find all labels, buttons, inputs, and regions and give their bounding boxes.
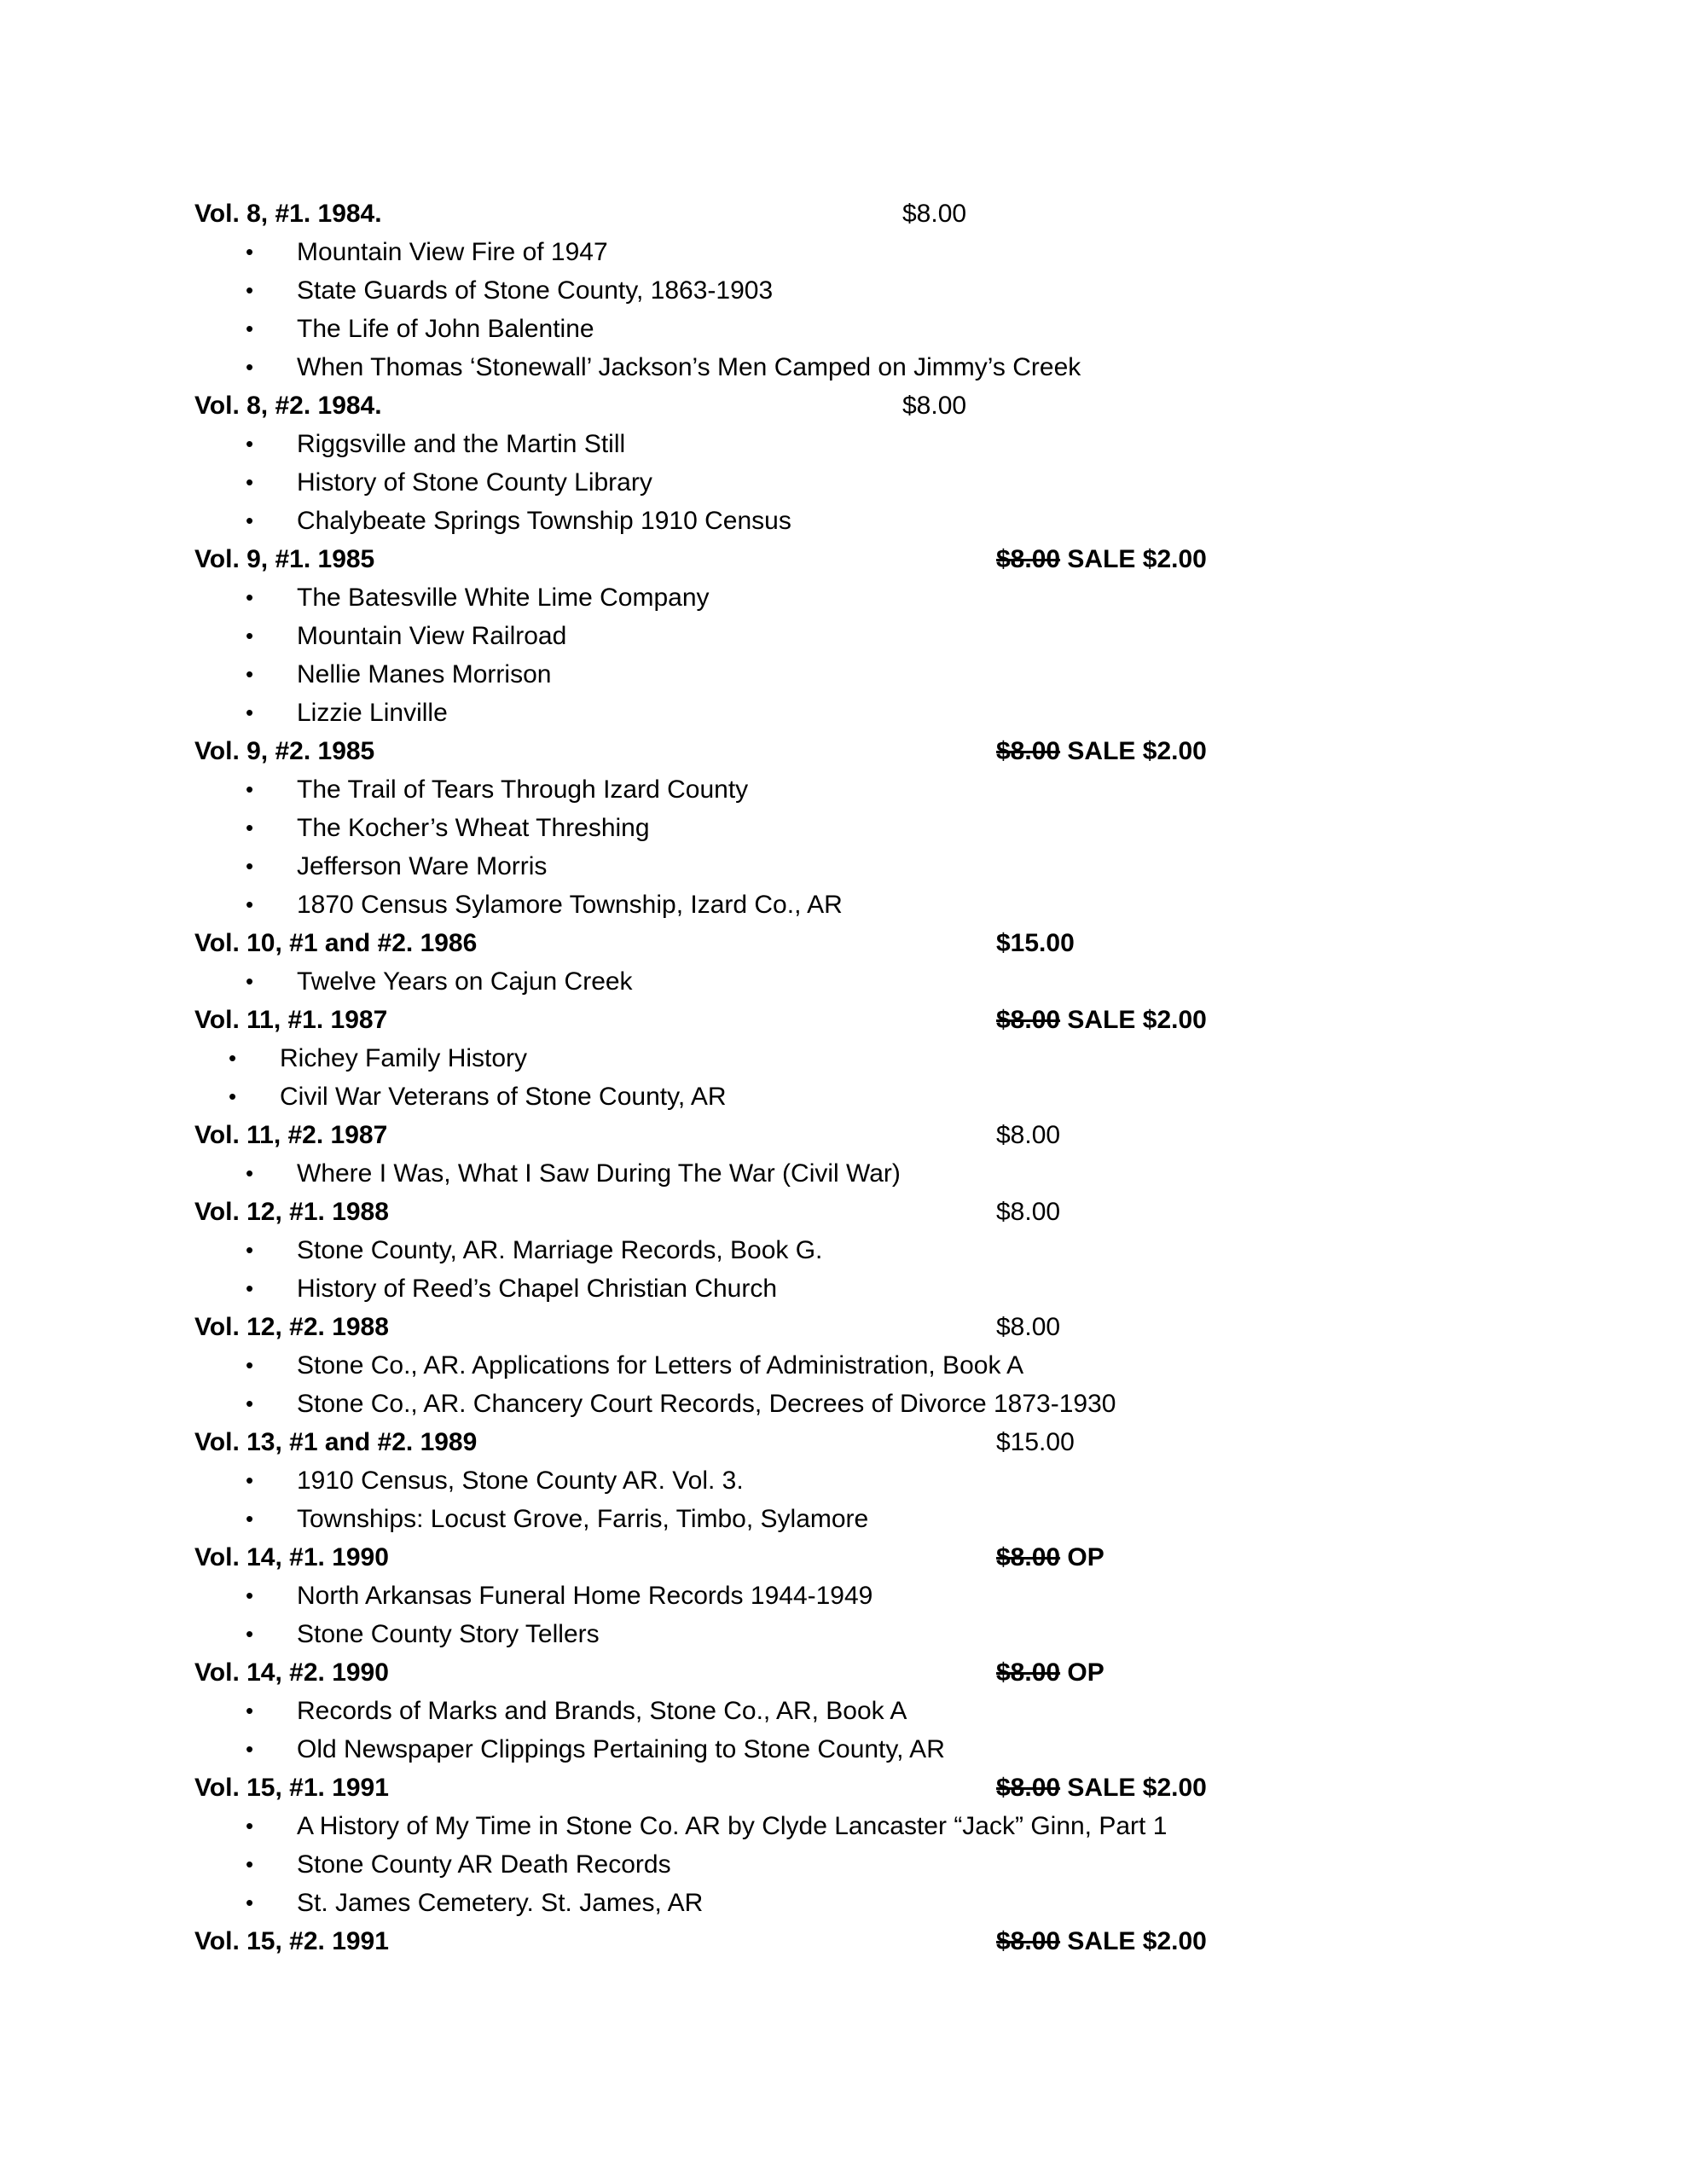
entry-price — [996, 924, 1075, 962]
entry-price — [996, 1769, 1207, 1807]
entry-price — [996, 1922, 1207, 1960]
list-item: • Chalybeate Springs Township 1910 Census — [194, 502, 1388, 540]
catalog-entry — [194, 924, 1388, 1001]
catalog-entry — [194, 195, 1388, 386]
price-amount: $8.00 — [996, 1927, 1061, 1955]
entry-title: Vol. 15, #1. 1991 — [194, 1774, 389, 1802]
entry-price — [902, 386, 966, 425]
entry-price — [902, 195, 966, 233]
list-item: • Mountain View Railroad — [194, 617, 1388, 655]
entry-title: Vol. 14, #2. 1990 — [194, 1658, 389, 1687]
list-item: • Stone County, AR. Marriage Records, Book G. — [194, 1231, 1388, 1269]
entry-header — [194, 1423, 1388, 1461]
price-amount: $8.00 — [996, 1006, 1061, 1034]
entry-header — [194, 195, 1388, 233]
list-item: • A History of My Time in Stone Co. AR by Clyde Lancaster “Jack” Ginn, Part 1 — [194, 1807, 1388, 1845]
list-item: • Stone County Story Tellers — [194, 1615, 1388, 1653]
price-note: SALE $2.00 — [1067, 545, 1207, 573]
entry-title: Vol. 13, #1 and #2. 1989 — [194, 1428, 478, 1456]
list-item: • Jefferson Ware Morris — [194, 847, 1388, 886]
entry-article-list — [194, 1231, 1388, 1308]
entry-title: Vol. 10, #1 and #2. 1986 — [194, 929, 478, 957]
price-amount: $8.00 — [996, 737, 1061, 765]
entry-article-list — [194, 1154, 1388, 1193]
entry-header — [194, 732, 1388, 770]
entry-title: Vol. 14, #1. 1990 — [194, 1543, 389, 1571]
entry-header — [194, 1308, 1388, 1346]
catalog-entry — [194, 1116, 1388, 1193]
catalog-entry — [194, 1308, 1388, 1423]
list-item: • When Thomas ‘Stonewall’ Jackson’s Men Camped on Jimmy’s Creek — [194, 348, 1388, 386]
price-amount: $8.00 — [996, 545, 1061, 573]
entry-title: Vol. 12, #2. 1988 — [194, 1313, 389, 1341]
list-item: • The Life of John Balentine — [194, 310, 1388, 348]
price-note: SALE $2.00 — [1067, 1006, 1207, 1034]
price-note: OP — [1067, 1543, 1104, 1571]
entry-header — [194, 1922, 1388, 1960]
catalog-entry — [194, 540, 1388, 732]
catalog-entry — [194, 386, 1388, 540]
entry-header — [194, 1538, 1388, 1577]
list-item: • Lizzie Linville — [194, 694, 1388, 732]
price-note: OP — [1067, 1658, 1104, 1687]
list-item: • Mountain View Fire of 1947 — [194, 233, 1388, 271]
entry-header — [194, 1001, 1388, 1039]
catalog-entry — [194, 1653, 1388, 1769]
list-item: • 1910 Census, Stone County AR. Vol. 3. — [194, 1461, 1388, 1500]
list-item: • Twelve Years on Cajun Creek — [194, 962, 1388, 1001]
list-item: • Riggsville and the Martin Still — [194, 425, 1388, 463]
list-item: • 1870 Census Sylamore Township, Izard Co., AR — [194, 886, 1388, 924]
list-item: • Stone Co., AR. Applications for Letters of Administration, Book A — [194, 1346, 1388, 1385]
entry-article-list — [194, 1039, 1388, 1116]
entry-header — [194, 1193, 1388, 1231]
entry-price — [996, 540, 1207, 578]
list-item: • History of Stone County Library — [194, 463, 1388, 502]
entry-article-list — [194, 962, 1388, 1001]
entry-article-list — [194, 1461, 1388, 1538]
list-item: • Richey Family History — [194, 1039, 1388, 1077]
entry-header — [194, 1116, 1388, 1154]
list-item: • History of Reed’s Chapel Christian Church — [194, 1269, 1388, 1308]
entry-price — [996, 1423, 1075, 1461]
entry-title: Vol. 8, #2. 1984. — [194, 392, 382, 420]
entry-title: Vol. 12, #1. 1988 — [194, 1198, 389, 1226]
list-item: • North Arkansas Funeral Home Records 1944-1949 — [194, 1577, 1388, 1615]
list-item: • Townships: Locust Grove, Farris, Timbo, Sylamore — [194, 1500, 1388, 1538]
list-item: • The Batesville White Lime Company — [194, 578, 1388, 617]
price-amount: $8.00 — [996, 1121, 1061, 1149]
list-item: • Old Newspaper Clippings Pertaining to Stone County, AR — [194, 1730, 1388, 1769]
entry-title: Vol. 9, #1. 1985 — [194, 545, 375, 573]
entry-header — [194, 540, 1388, 578]
price-amount: $15.00 — [996, 1428, 1075, 1456]
entry-price — [996, 1308, 1060, 1346]
entry-price — [996, 1193, 1060, 1231]
price-amount: $8.00 — [996, 1658, 1061, 1687]
entry-price — [996, 1001, 1207, 1039]
entry-article-list — [194, 1807, 1388, 1922]
entry-price — [996, 1538, 1104, 1577]
entry-article-list — [194, 770, 1388, 924]
entry-price — [996, 732, 1207, 770]
catalog-list — [194, 195, 1388, 1960]
price-note: SALE $2.00 — [1067, 737, 1207, 765]
price-note: SALE $2.00 — [1067, 1774, 1207, 1802]
price-amount: $8.00 — [996, 1198, 1061, 1226]
entry-title: Vol. 8, #1. 1984. — [194, 200, 382, 228]
entry-article-list — [194, 1577, 1388, 1653]
list-item: • The Kocher’s Wheat Threshing — [194, 809, 1388, 847]
entry-title: Vol. 15, #2. 1991 — [194, 1927, 389, 1955]
catalog-entry — [194, 1193, 1388, 1308]
entry-article-list — [194, 1692, 1388, 1769]
entry-article-list — [194, 1346, 1388, 1423]
entry-title: Vol. 11, #1. 1987 — [194, 1006, 388, 1034]
entry-header — [194, 924, 1388, 962]
entry-header — [194, 386, 1388, 425]
catalog-entry — [194, 1922, 1388, 1960]
entry-title: Vol. 9, #2. 1985 — [194, 737, 375, 765]
list-item: • Stone County AR Death Records — [194, 1845, 1388, 1884]
price-amount: $8.00 — [996, 1543, 1061, 1571]
entry-price — [996, 1653, 1104, 1692]
list-item: • The Trail of Tears Through Izard County — [194, 770, 1388, 809]
list-item: • Records of Marks and Brands, Stone Co., AR, Book A — [194, 1692, 1388, 1730]
price-note: SALE $2.00 — [1067, 1927, 1207, 1955]
catalog-entry — [194, 1001, 1388, 1116]
catalog-entry — [194, 732, 1388, 924]
entry-title: Vol. 11, #2. 1987 — [194, 1121, 388, 1149]
list-item: • St. James Cemetery. St. James, AR — [194, 1884, 1388, 1922]
list-item: • Civil War Veterans of Stone County, AR — [194, 1077, 1388, 1116]
price-amount: $8.00 — [902, 392, 967, 420]
list-item: • State Guards of Stone County, 1863-1903 — [194, 271, 1388, 310]
entry-header — [194, 1769, 1388, 1807]
entry-header — [194, 1653, 1388, 1692]
entry-price — [996, 1116, 1060, 1154]
price-amount: $15.00 — [996, 929, 1075, 957]
price-amount: $8.00 — [996, 1774, 1061, 1802]
entry-article-list — [194, 425, 1388, 540]
list-item: • Stone Co., AR. Chancery Court Records, Decrees of Divorce 1873-1930 — [194, 1385, 1388, 1423]
catalog-entry — [194, 1769, 1388, 1922]
catalog-entry — [194, 1538, 1388, 1653]
catalog-entry — [194, 1423, 1388, 1538]
list-item: • Where I Was, What I Saw During The War (Civil War) — [194, 1154, 1388, 1193]
price-amount: $8.00 — [996, 1313, 1061, 1341]
list-item: • Nellie Manes Morrison — [194, 655, 1388, 694]
entry-article-list — [194, 233, 1388, 386]
price-amount: $8.00 — [902, 200, 967, 228]
entry-article-list — [194, 578, 1388, 732]
